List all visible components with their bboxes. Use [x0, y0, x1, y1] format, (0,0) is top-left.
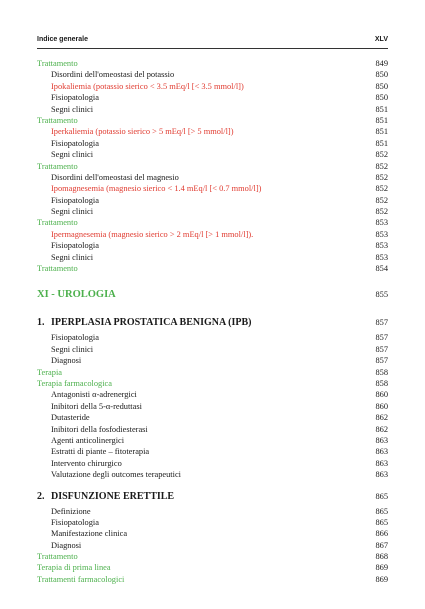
toc-entry-page: 853: [375, 252, 388, 262]
toc-entry-title: Trattamento: [37, 115, 78, 125]
toc-entry: [37, 367, 388, 378]
toc-entry-title: Dutasteride: [51, 413, 90, 423]
toc-entry: [37, 126, 388, 137]
toc-entry-page: 852: [375, 150, 388, 160]
toc-entry: [37, 138, 388, 149]
toc-entry-page: 852: [375, 195, 388, 205]
toc-entry-title: [37, 488, 174, 506]
toc-entry-title: Intervento chirurgico: [51, 458, 122, 468]
toc-entry: [37, 161, 388, 172]
toc-entry-title: Manifestazione clinica: [51, 529, 128, 539]
toc-entry-page: 860: [375, 390, 388, 400]
toc-entry-title: Iperkaliemia (potassio sierico > 5 mEq/l [> 5 mmol/l]): [51, 127, 234, 137]
toc-entry-title: Inibitori della 5-α-reduttasi: [51, 401, 142, 411]
toc-entry-page: 853: [375, 241, 388, 251]
toc-section-title: IPERPLASIA PROSTATICA BENIGNA (IPB): [51, 317, 252, 329]
toc-entry-page: 857: [375, 318, 388, 328]
toc-entry-title: Segni clinici: [51, 104, 94, 114]
toc-entry: [37, 183, 388, 194]
toc-entry-title: Segni clinici: [51, 252, 94, 262]
toc-entry: [37, 355, 388, 366]
toc-entry-page: 855: [375, 290, 388, 300]
toc-entry-title: Fisiopatologia: [51, 241, 99, 251]
toc-entry-title: Ipermagnesemia (magnesio sierico > 2 mEq/l [> 1 mmol/l]).: [51, 229, 254, 239]
toc-entry-page: 863: [375, 447, 388, 457]
toc-section-title: DISFUNZIONE ERETTILE: [51, 490, 175, 502]
toc-entry: [37, 206, 388, 217]
toc-entry-page: 865: [375, 506, 388, 516]
toc-entry-title: Fisiopatologia: [51, 138, 99, 148]
toc-entry-title: Fisiopatologia: [51, 333, 99, 343]
toc-entry-page: 862: [375, 413, 388, 423]
toc-entry-page: 850: [375, 70, 388, 80]
toc-entry: [37, 528, 388, 539]
toc-entry: [37, 195, 388, 206]
toc-entry: [37, 81, 388, 92]
toc-entry-title: Trattamento: [37, 552, 78, 562]
toc-entry-page: 853: [375, 229, 388, 239]
toc-entry: [37, 389, 388, 400]
toc-entry-page: 851: [375, 104, 388, 114]
toc-chapter-heading: [37, 283, 388, 307]
toc-entry-title: Disordini dell'omeostasi del potassio: [51, 70, 175, 80]
toc-entry: [37, 58, 388, 69]
toc-entry: [37, 92, 388, 103]
toc-entry-page: 857: [375, 333, 388, 343]
toc-entry-page: 858: [375, 367, 388, 377]
header-title: Indice generale: [37, 36, 88, 43]
toc-entry-title: Trattamenti farmacologici: [37, 574, 125, 584]
toc-entry: [37, 172, 388, 183]
toc-section-number: 1.: [37, 317, 45, 329]
toc-entry-title: Fisiopatologia: [51, 93, 99, 103]
toc-entry: [37, 229, 388, 240]
toc-entry: [37, 458, 388, 469]
toc-entry: [37, 115, 388, 126]
toc-section-heading: [37, 314, 388, 332]
toc-entry-title: Trattamento: [37, 161, 78, 171]
toc-entry-title: Terapia farmacologica: [37, 378, 112, 388]
toc-entry-page: 849: [375, 59, 388, 68]
toc-entry: [37, 263, 388, 274]
toc-entry-title: [37, 314, 252, 332]
toc-entry: [37, 344, 388, 355]
toc-entry-page: 865: [375, 517, 388, 527]
toc-entry: [37, 469, 388, 480]
toc-entry: [37, 446, 388, 457]
toc-entry-page: 869: [375, 574, 388, 584]
toc-entry: [37, 104, 388, 115]
toc-entry-page: 850: [375, 81, 388, 91]
toc-entry-page: 857: [375, 344, 388, 354]
toc-entry-page: 860: [375, 401, 388, 411]
table-of-contents: [37, 58, 388, 585]
toc-entry: [37, 506, 388, 517]
toc-entry-title: Diagnosi: [51, 540, 82, 550]
toc-entry: [37, 69, 388, 80]
toc-entry-title: Fisiopatologia: [51, 195, 99, 205]
toc-entry-title: Trattamento: [37, 59, 78, 68]
toc-entry-title: Terapia di prima linea: [37, 563, 111, 573]
toc-entry-page: 863: [375, 435, 388, 445]
toc-entry-title: Inibitori della fosfodiesterasi: [51, 424, 148, 434]
toc-entry-title: Terapia: [37, 367, 62, 377]
toc-entry-title: Ipomagnesemia (magnesio sierico < 1.4 mEq/l [< 0.7 mmol/l]): [51, 184, 262, 194]
toc-entry-page: 862: [375, 424, 388, 434]
toc-entry-title: Trattamento: [37, 264, 78, 274]
toc-entry-page: 869: [375, 563, 388, 573]
toc-entry-title: Agenti anticolinergici: [51, 435, 125, 445]
toc-entry-title: Disordini dell'omeostasi del magnesio: [51, 172, 179, 182]
toc-entry-title: Definizione: [51, 506, 91, 516]
toc-entry: [37, 424, 388, 435]
toc-entry: [37, 551, 388, 562]
toc-entry-page: 852: [375, 161, 388, 171]
header-page-number: XLV: [374, 36, 388, 43]
toc-entry-title: Trattamento: [37, 218, 78, 228]
toc-entry-page: 863: [375, 470, 388, 480]
toc-entry: [37, 574, 388, 585]
toc-entry-page: 857: [375, 356, 388, 366]
toc-entry: [37, 217, 388, 228]
toc-spacer: [37, 274, 388, 283]
toc-entry-title: Ipokaliemia (potassio sierico < 3.5 mEq/l [< 3.5 mmol/l]): [51, 81, 244, 91]
toc-entry-title: XI - UROLOGIA: [37, 289, 116, 301]
toc-entry-title: Segni clinici: [51, 344, 94, 354]
toc-entry: [37, 149, 388, 160]
toc-spacer: [37, 481, 388, 488]
toc-entry-title: Segni clinici: [51, 207, 94, 217]
toc-entry: [37, 517, 388, 528]
toc-entry-page: 858: [375, 378, 388, 388]
toc-entry-page: 867: [375, 540, 388, 550]
toc-entry: [37, 401, 388, 412]
toc-entry-page: 863: [375, 458, 388, 468]
toc-entry: [37, 435, 388, 446]
toc-entry-page: 865: [375, 491, 388, 501]
header-rule: [37, 48, 388, 49]
toc-entry-title: Valutazione degli outcomes terapeutici: [51, 470, 181, 480]
toc-entry-page: 851: [375, 127, 388, 137]
toc-entry: [37, 240, 388, 251]
toc-entry-title: Fisiopatologia: [51, 517, 99, 527]
toc-entry-title: Segni clinici: [51, 150, 94, 160]
toc-entry: [37, 332, 388, 343]
toc-entry-page: 853: [375, 218, 388, 228]
toc-entry: [37, 412, 388, 423]
toc-entry: [37, 252, 388, 263]
toc-entry: [37, 562, 388, 573]
toc-entry: [37, 378, 388, 389]
toc-entry-page: 868: [375, 552, 388, 562]
toc-entry-title: Antagonisti α-adrenergici: [51, 390, 137, 400]
toc-entry-page: 851: [375, 115, 388, 125]
toc-entry-page: 852: [375, 172, 388, 182]
toc-entry-page: 866: [375, 529, 388, 539]
toc-section-heading: [37, 488, 388, 506]
toc-entry-page: 854: [375, 264, 388, 274]
toc-entry-page: 852: [375, 184, 388, 194]
toc-entry-title: Diagnosi: [51, 356, 82, 366]
toc-entry-page: 851: [375, 138, 388, 148]
toc-entry-page: 852: [375, 207, 388, 217]
toc-section-number: 2.: [37, 490, 45, 502]
toc-entry: [37, 540, 388, 551]
toc-entry-page: 850: [375, 93, 388, 103]
toc-entry-title: Estratti di piante – fitoterapia: [51, 447, 150, 457]
toc-spacer: [37, 307, 388, 314]
